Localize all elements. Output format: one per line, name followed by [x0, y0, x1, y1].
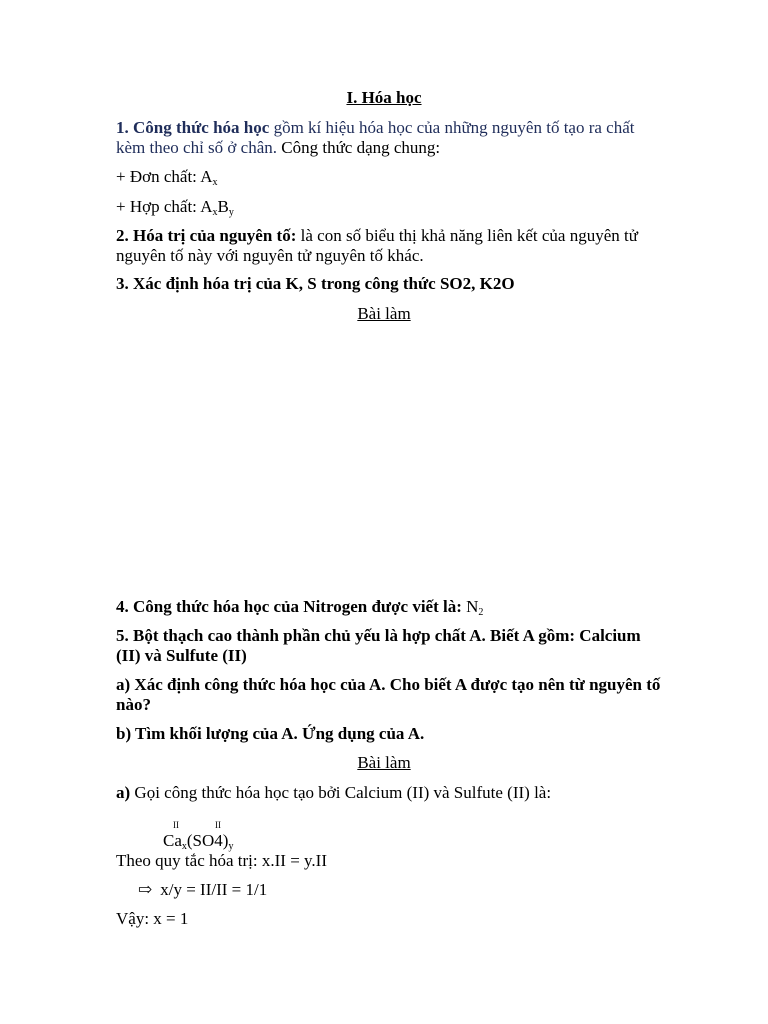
simple-substance-line — [116, 167, 661, 187]
formula-sub-x: x — [181, 841, 187, 852]
subscript-x: x — [212, 177, 218, 188]
arrow-icon: ⇨ — [138, 880, 153, 899]
definition-number: 1. — [116, 118, 129, 137]
question-3: 3. Xác định hóa trị của K, S trong công thức SO2, K2O — [116, 274, 515, 293]
definition-text: gồm kí hiệu hóa học của những nguyên tố tạo ra chất kèm theo chỉ số ở chân. — [116, 118, 635, 157]
question-5b: b) Tìm khối lượng của A. Ứng dụng của A. — [116, 724, 425, 743]
compound-formula — [163, 831, 708, 851]
ratio-line — [138, 880, 683, 900]
valence-text: là con số biểu thị khả năng liên kết của nguyên tử nguyên tố này với nguyên tử nguyên tố khác. — [116, 226, 638, 265]
question-5: 5. Bột thạch cao thành phần chủ yếu là hợp chất A. Biết A gồm: Calcium (II) và Sulfute (II) — [116, 626, 641, 665]
valence-term: 2. Hóa trị của nguyên tố: — [116, 226, 297, 245]
subscript-y: y — [228, 207, 234, 218]
formula-ca: Ca — [163, 831, 182, 850]
answer-a-text: Gọi công thức hóa học tạo bởi Calcium (II) và Sulfute (II) là: — [130, 783, 552, 802]
page-title: I. Hóa học — [346, 88, 422, 107]
valence-mark-sulfate: II — [215, 820, 221, 830]
valence-rule: Theo quy tắc hóa trị: x.II = y.II — [116, 851, 327, 870]
compound-b: B — [217, 197, 229, 216]
work-heading-1: Bài làm — [357, 304, 411, 323]
work-heading-2: Bài làm — [357, 753, 411, 772]
definition-formula — [116, 118, 661, 158]
answer-a-label: a) — [116, 783, 131, 802]
definition-valence — [116, 226, 661, 266]
subscript-2: 2 — [478, 607, 484, 618]
nitrogen-formula: N — [461, 597, 479, 616]
question-4 — [116, 597, 661, 617]
definition-tail: Công thức dạng chung: — [277, 138, 441, 157]
question-4-text: 4. Công thức hóa học của Nitrogen được viết là: — [116, 597, 462, 616]
question-5a: a) Xác định công thức hóa học của A. Cho biết A được tạo nên từ nguyên tố nào? — [116, 675, 661, 714]
compound-label: + Hợp chất: A — [116, 197, 213, 216]
formula-sub-y: y — [228, 841, 234, 852]
compound-line — [116, 197, 661, 217]
valence-mark-calcium: II — [173, 820, 179, 830]
simple-substance-label: + Đơn chất: A — [116, 167, 213, 186]
subscript-x: x — [212, 207, 218, 218]
ratio-text: x/y = II/II = 1/1 — [156, 880, 268, 899]
conclusion-line: Vậy: x = 1 — [116, 909, 189, 928]
answer-a-intro — [116, 783, 661, 803]
formula-so4: (SO4) — [186, 831, 229, 850]
definition-term: Công thức hóa học — [133, 118, 270, 137]
